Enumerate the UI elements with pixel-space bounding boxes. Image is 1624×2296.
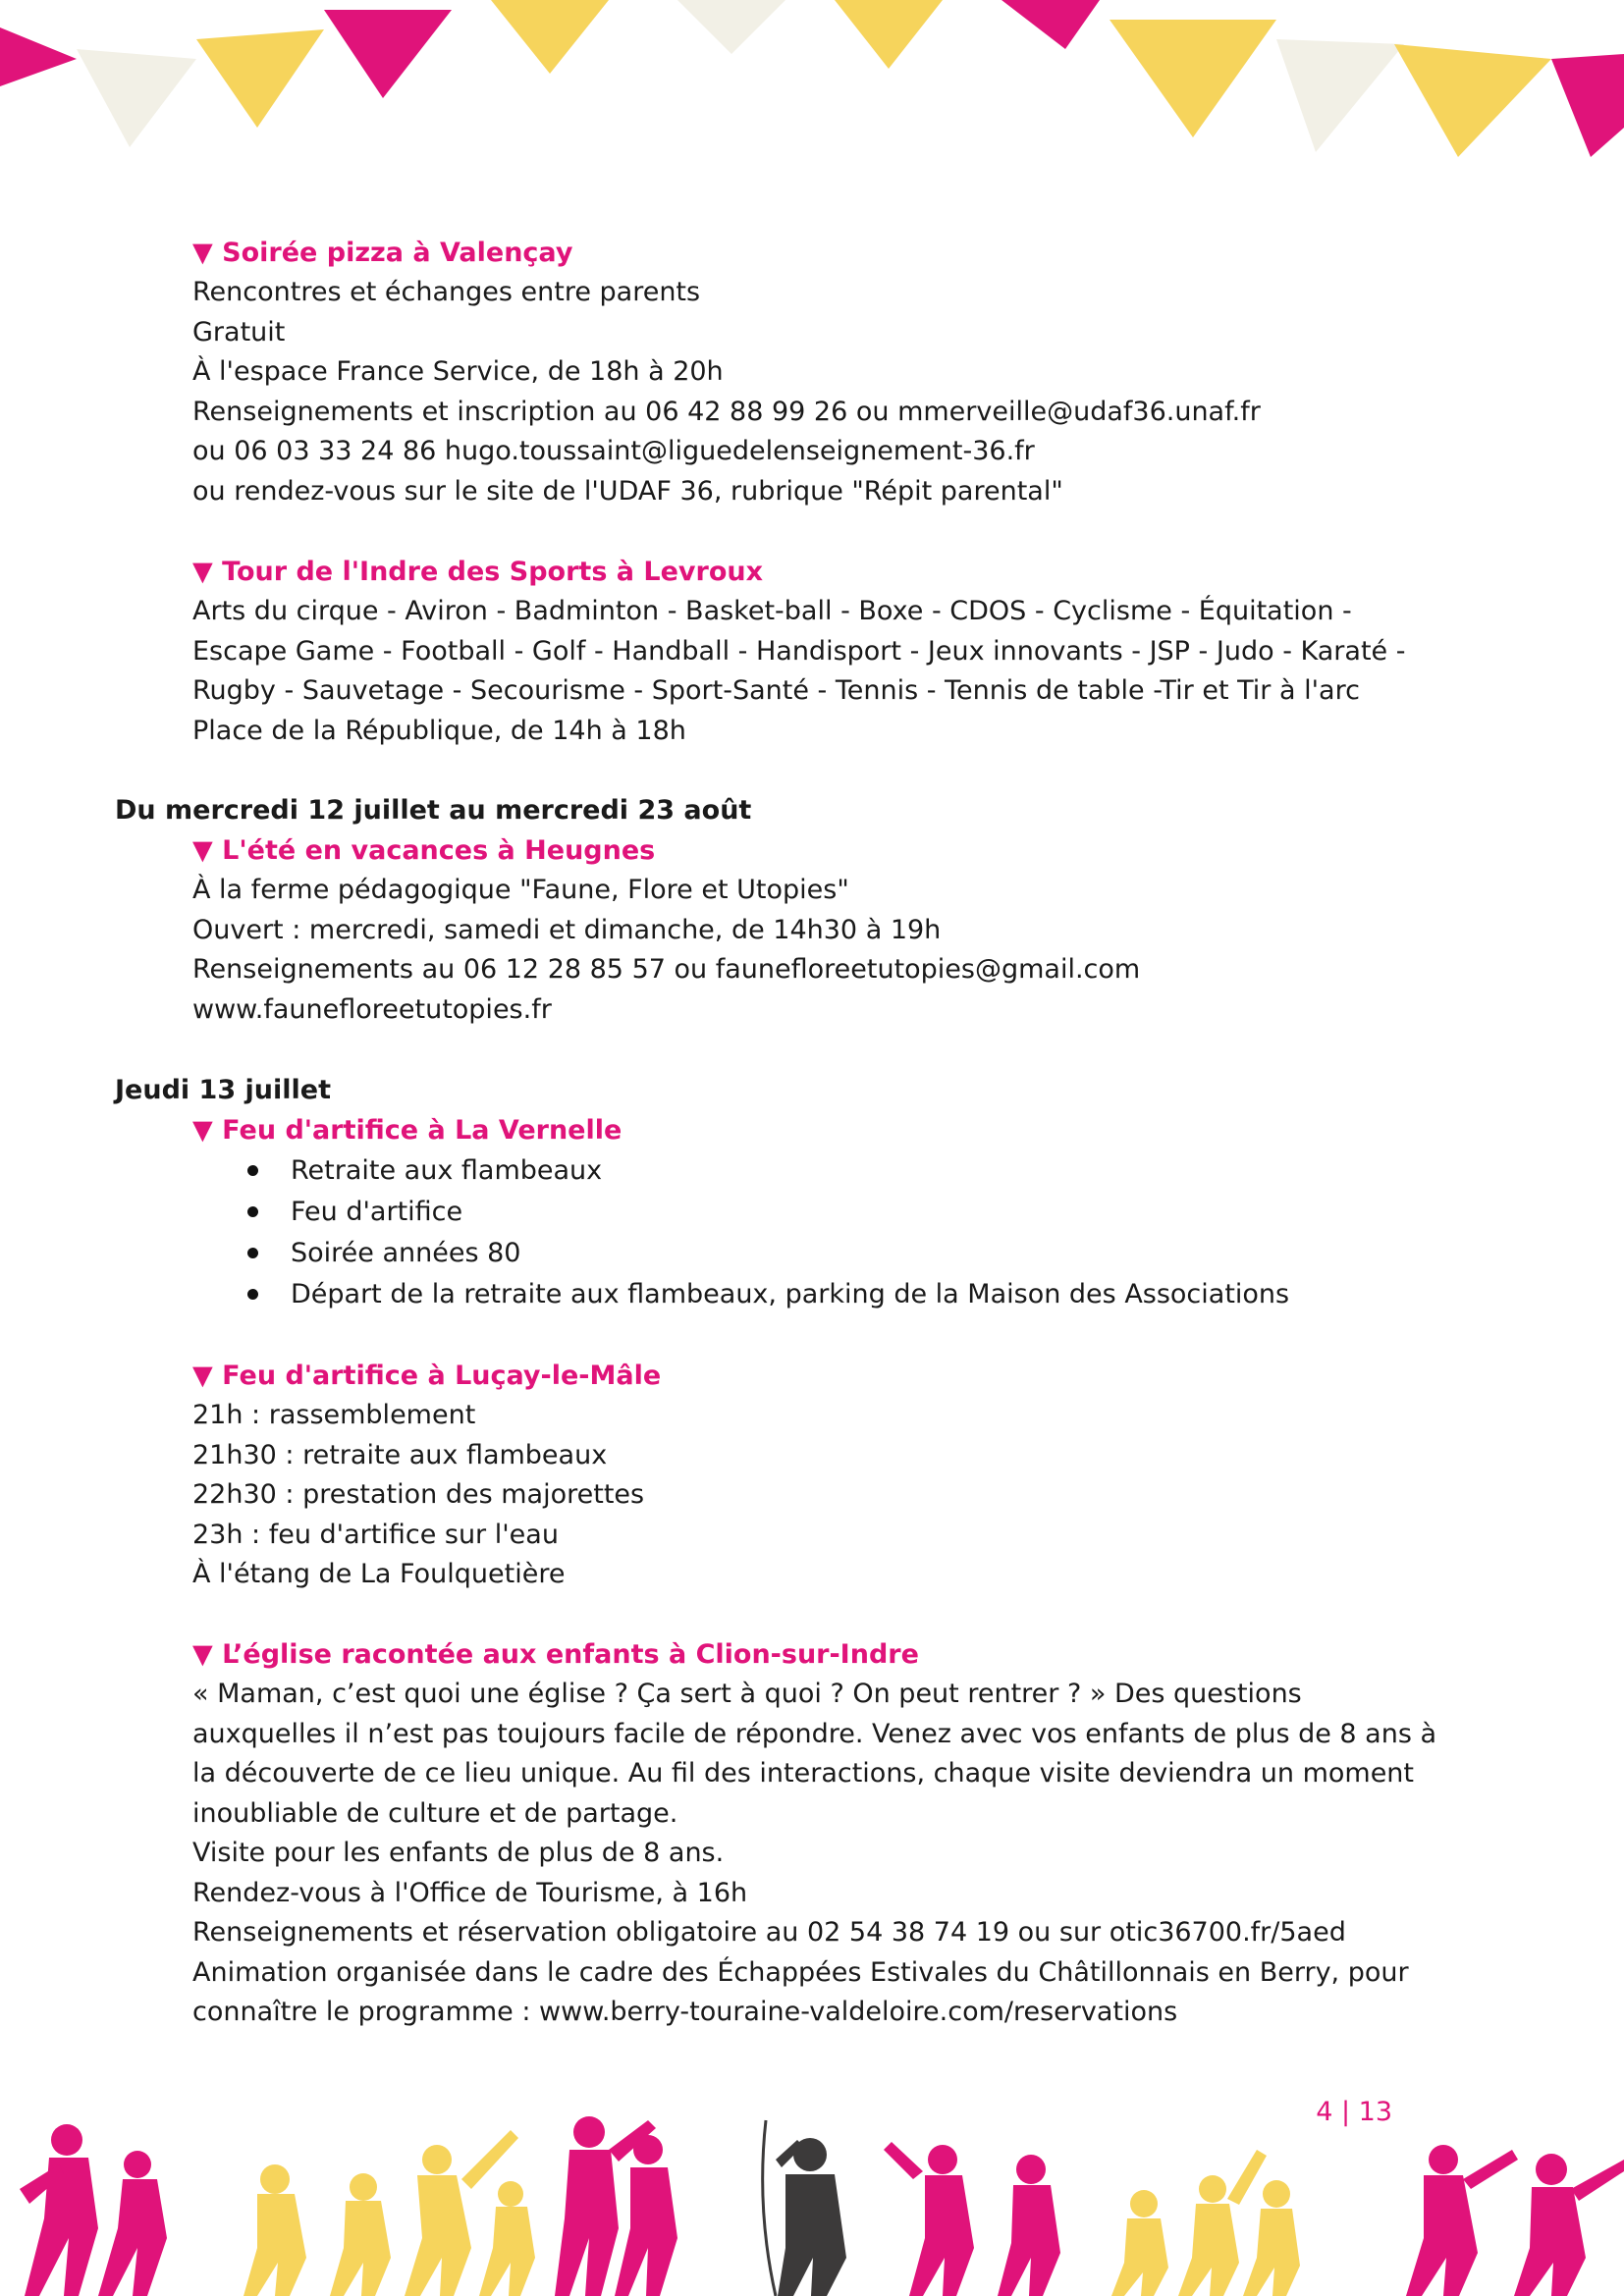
page-number: 4 | 13 (1316, 2097, 1392, 2127)
event-tour-indre-sports (192, 553, 1469, 751)
list-item: Soirée années 80 (192, 1233, 1469, 1274)
event-line: Renseignements au 06 12 28 85 57 ou faunefloreetutopies@gmail.com (192, 954, 1141, 985)
event-soiree-pizza (192, 234, 1469, 511)
event-title: ▼ Feu d'artifice à Luçay-le-Mâle (192, 1361, 662, 1391)
event-line: ou 06 03 33 24 86 hugo.toussaint@liguedelenseignement-36.fr (192, 436, 1035, 466)
event-feu-lucay-le-male (192, 1357, 1469, 1595)
bunting-decoration (0, 0, 1624, 167)
event-line: À la ferme pédagogique "Faune, Flore et Utopies" (192, 875, 849, 905)
event-line: Place de la République, de 14h à 18h (192, 715, 686, 746)
event-line: À l'étang de La Foulquetière (192, 1559, 566, 1589)
event-line: Visite pour les enfants de plus de 8 ans. (192, 1838, 725, 1868)
event-line: auxquelles il n’est pas toujours facile de répondre. Venez avec vos enfants de plus de 8 ans à (192, 1718, 1437, 1749)
event-title: ▼ Tour de l'Indre des Sports à Levroux (192, 557, 764, 587)
event-line: ou rendez-vous sur le site de l'UDAF 36, rubrique "Répit parental" (192, 475, 1063, 507)
bullet-list (192, 1150, 1469, 1315)
event-line: Renseignements et réservation obligatoire au 02 54 38 74 19 ou sur otic36700.fr/5aed (192, 1917, 1346, 1948)
list-item: Retraite aux flambeaux (192, 1150, 1469, 1192)
event-line: Gratuit (192, 316, 286, 347)
event-eglise-clion (192, 1635, 1469, 2033)
event-line: www.faunefloreetutopies.fr (192, 993, 552, 1025)
event-line: Rugby - Sauvetage - Secourisme - Sport-Santé - Tennis - Tennis de table -Tir et Tir à l'arc (192, 675, 1360, 706)
event-line: 22h30 : prestation des majorettes (192, 1479, 645, 1510)
event-line: Rencontres et échanges entre parents (192, 277, 701, 307)
dancers-decoration (0, 2110, 1624, 2296)
event-ete-heugnes (192, 831, 1469, 1030)
event-line: la découverte de ce lieu unique. Au fil des interactions, chaque visite deviendra un moment (192, 1758, 1415, 1789)
event-title: ▼ Feu d'artifice à La Vernelle (192, 1115, 623, 1146)
event-title: ▼ L'été en vacances à Heugnes (192, 835, 656, 866)
event-feu-la-vernelle (192, 1111, 1469, 1315)
event-line: inoubliable de culture et de partage. (192, 1797, 678, 1829)
event-line: Escape Game - Football - Golf - Handball - Handisport - Jeux innovants - JSP - Judo - Karaté - (192, 635, 1406, 667)
event-line: Renseignements et inscription au 06 42 88 99 26 ou mmerveille@udaf36.unaf.fr (192, 396, 1261, 427)
event-line: Rendez-vous à l'Office de Tourisme, à 16h (192, 1877, 748, 1908)
event-title: ▼ Soirée pizza à Valençay (192, 238, 573, 268)
event-line: Arts du cirque - Aviron - Badminton - Basket-ball - Boxe - CDOS - Cyclisme - Équitation - (192, 596, 1352, 626)
event-line: 23h : feu d'artifice sur l'eau (192, 1519, 559, 1550)
event-line: « Maman, c’est quoi une église ? Ça sert à quoi ? On peut rentrer ? » Des questions (192, 1679, 1302, 1709)
list-item: Feu d'artifice (192, 1192, 1469, 1233)
list-item: Départ de la retraite aux flambeaux, parking de la Maison des Associations (192, 1274, 1469, 1315)
event-line: connaître le programme : www.berry-touraine-valdeloire.com/reservations (192, 1997, 1178, 2027)
event-line: 21h : rassemblement (192, 1400, 476, 1430)
day-header: Jeudi 13 juillet (115, 1075, 331, 1105)
event-line: Animation organisée dans le cadre des Échappées Estivales du Châtillonnais en Berry, pour (192, 1956, 1409, 1988)
day-header: Du mercredi 12 juillet au mercredi 23 août (115, 795, 752, 826)
event-line: À l'espace France Service, de 18h à 20h (192, 356, 724, 387)
event-line: 21h30 : retraite aux flambeaux (192, 1439, 608, 1470)
event-line: Ouvert : mercredi, samedi et dimanche, de 14h30 à 19h (192, 914, 942, 945)
event-title: ▼ L’église racontée aux enfants à Clion-sur-Indre (192, 1639, 919, 1670)
